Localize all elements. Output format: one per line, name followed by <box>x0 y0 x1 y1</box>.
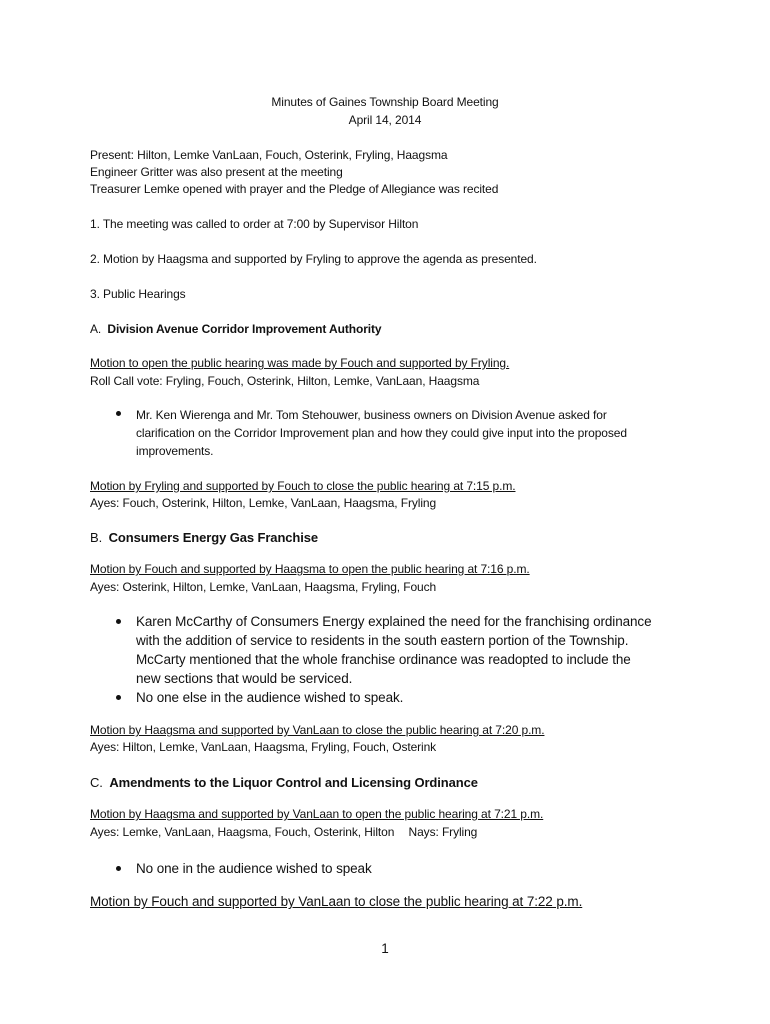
section-c-vote <box>90 825 477 839</box>
bullet-icon <box>116 619 121 624</box>
section-c-motion-close: Motion by Fouch and supported by VanLaan to close the public hearing at 7:22 p.m. <box>90 894 583 909</box>
treasurer-line: Treasurer Lemke opened with prayer and the Pledge of Allegiance was recited <box>90 182 499 196</box>
bullet-icon <box>116 695 121 700</box>
section-c-motion-open: Motion by Haagsma and supported by VanLaan to open the public hearing at 7:21 p.m. <box>90 807 544 821</box>
section-c-letter: C. <box>90 775 103 790</box>
section-a-ayes: Ayes: Fouch, Osterink, Hilton, Lemke, VanLaan, Haagsma, Fryling <box>90 496 437 510</box>
section-a-motion-open: Motion to open the public hearing was made by Fouch and supported by Fryling. <box>90 356 510 370</box>
present-line: Present: Hilton, Lemke VanLaan, Fouch, Osterink, Fryling, Haagsma <box>90 148 448 162</box>
engineer-line: Engineer Gritter was also present at the meeting <box>90 165 343 179</box>
section-b-bullet1-line-1: Karen McCarthy of Consumers Energy explained the need for the franchising ordinance <box>136 614 652 629</box>
section-a-bullet-line-2: clarification on the Corridor Improvement plan and how they could give input into the proposed <box>136 426 627 440</box>
item-3: 3. Public Hearings <box>90 287 186 301</box>
section-b-ayes-close: Ayes: Hilton, Lemke, VanLaan, Haagsma, Fryling, Fouch, Osterink <box>90 740 437 754</box>
section-a-roll-call: Roll Call vote: Fryling, Fouch, Osterink, Hilton, Lemke, VanLaan, Haagsma <box>90 374 480 388</box>
section-b-bullet2: No one else in the audience wished to speak. <box>136 690 404 705</box>
section-b-title: Consumers Energy Gas Franchise <box>108 530 319 545</box>
section-b-bullet1-line-2: with the addition of service to residents in the south eastern portion of the Township. <box>136 633 629 648</box>
section-c-bullet1: No one in the audience wished to speak <box>136 861 372 876</box>
section-a-title: Division Avenue Corridor Improvement Authority <box>107 322 382 336</box>
section-a-letter: A. <box>90 322 102 336</box>
section-b-ayes-open: Ayes: Osterink, Hilton, Lemke, VanLaan, Haagsma, Fryling, Fouch <box>90 580 437 594</box>
section-c-heading <box>90 775 478 791</box>
section-a-bullet-line-3: improvements. <box>136 444 214 458</box>
item-2: 2. Motion by Haagsma and supported by Fryling to approve the agenda as presented. <box>90 252 537 266</box>
document-title: Minutes of Gaines Township Board Meeting <box>271 95 499 109</box>
section-c-ayes: Ayes: Lemke, VanLaan, Haagsma, Fouch, Osterink, Hilton <box>90 825 395 839</box>
section-c-nays: Nays: Fryling <box>408 825 478 839</box>
section-b-bullet1-line-3: McCarty mentioned that the whole franchise ordinance was readopted to include the <box>136 652 631 667</box>
section-b-bullet1-line-4: new sections that would be serviced. <box>136 671 353 686</box>
document-date: April 14, 2014 <box>348 113 422 127</box>
section-b-motion-close: Motion by Haagsma and supported by VanLaan to close the public hearing at 7:20 p.m. <box>90 723 545 737</box>
section-b-letter: B. <box>90 530 103 545</box>
item-1: 1. The meeting was called to order at 7:00 by Supervisor Hilton <box>90 217 419 231</box>
section-b-motion-open: Motion by Fouch and supported by Haagsma to open the public hearing at 7:16 p.m. <box>90 562 530 576</box>
page-number: 1 <box>381 941 389 956</box>
bullet-icon <box>116 411 121 416</box>
section-a-motion-close: Motion by Fryling and supported by Fouch to close the public hearing at 7:15 p.m. <box>90 479 516 493</box>
section-b-heading <box>90 530 318 546</box>
section-a-bullet-line-1: Mr. Ken Wierenga and Mr. Tom Stehouwer, business owners on Division Avenue asked for <box>136 408 607 422</box>
bullet-icon <box>116 866 121 871</box>
section-c-title: Amendments to the Liquor Control and Licensing Ordinance <box>109 775 478 790</box>
section-a-heading <box>90 322 381 336</box>
